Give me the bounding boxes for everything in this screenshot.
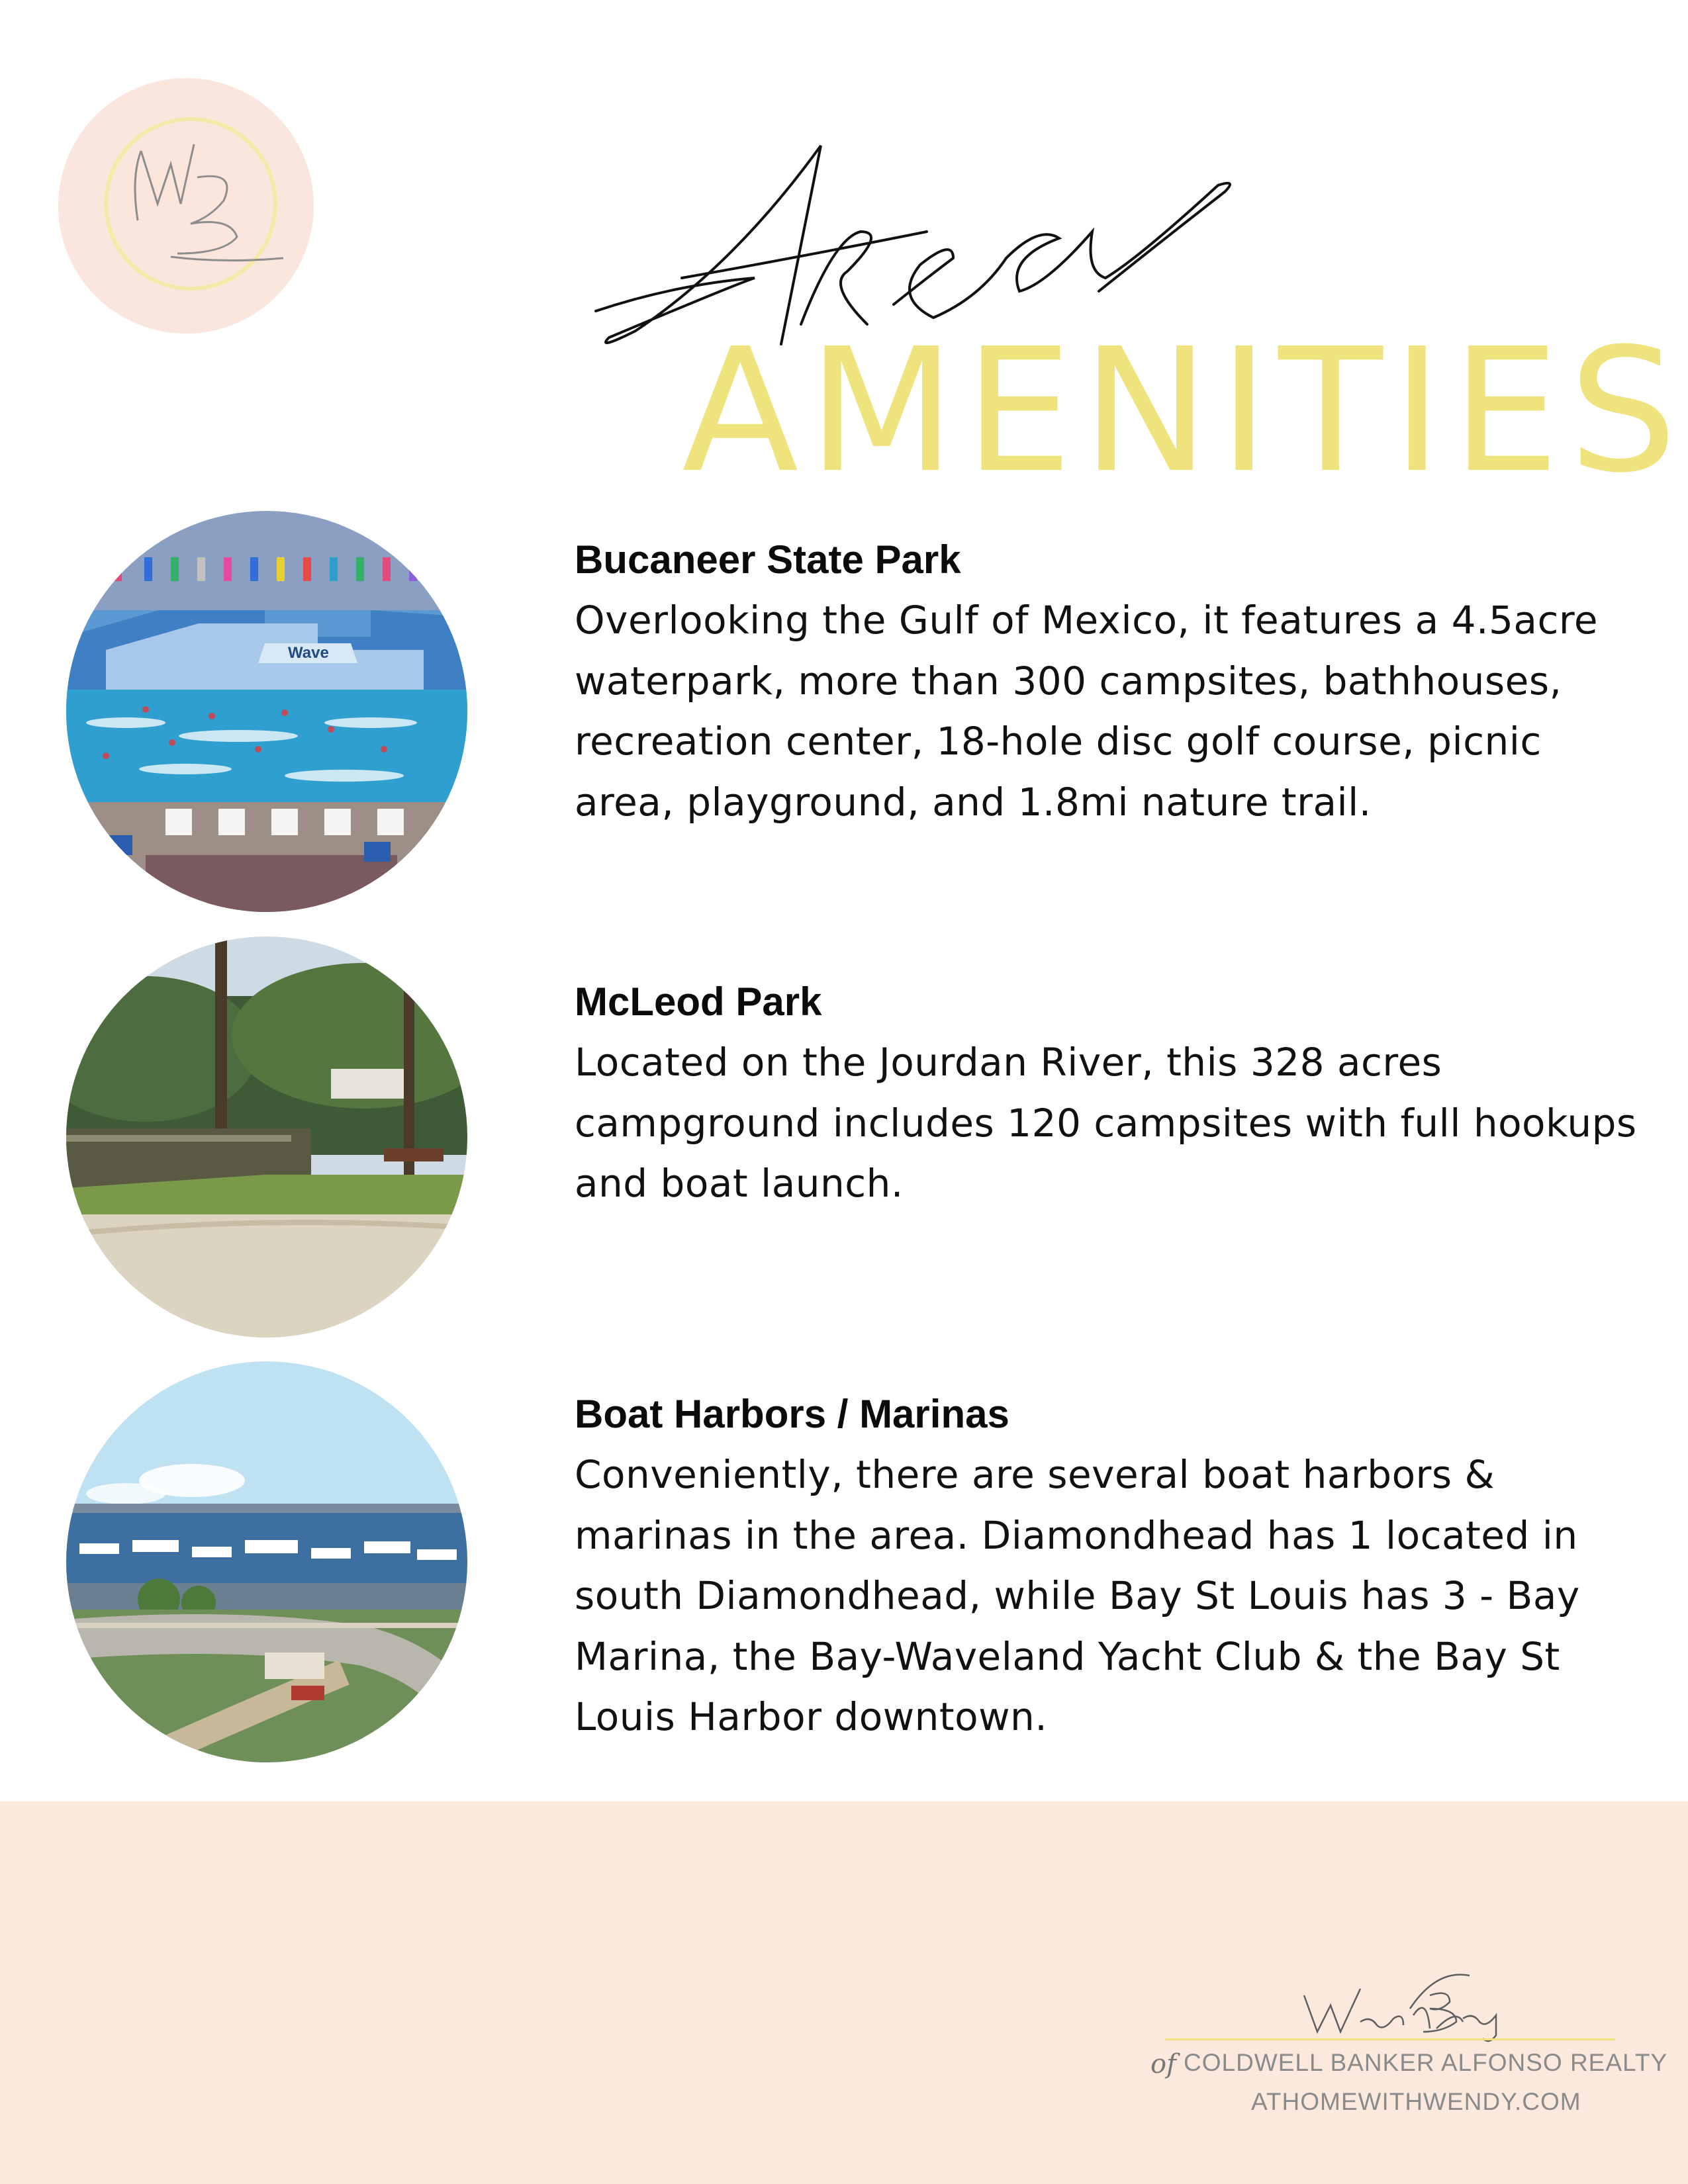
amenity-description: Located on the Jourdan River, this 328 acres campground includes 120 campsites with full hookups and boat launch.	[575, 1040, 1637, 1206]
signature-of: of	[1150, 2049, 1176, 2079]
photo-mcleod-park	[66, 936, 467, 1338]
amenity-title: Bucaneer State Park	[575, 537, 961, 582]
photo-marina	[66, 1361, 467, 1762]
photo-sign-text: Wave	[288, 644, 329, 662]
amenity-boat-harbors	[575, 1384, 1640, 1748]
brokerage-name: COLDWELL BANKER ALFONSO REALTY	[1184, 2049, 1668, 2076]
logo	[58, 78, 314, 334]
signature	[1297, 1969, 1516, 2048]
amenity-description: Conveniently, there are several boat harbors & marinas in the area. Diamondhead has 1 located in south Diamondhead, while Bay St Louis has 3 - Bay Marina, the Bay-Waveland Yacht Club & the Bay St Louis Harbor downtown.	[575, 1452, 1580, 1739]
amenity-description: Overlooking the Gulf of Mexico, it features a 4.5acre waterpark, more than 300 campsites, bathhouses, recreation center, 18-hole disc golf course, picnic area, playground, and 1.8mi nature trail.	[575, 598, 1599, 825]
website-link[interactable]: ATHOMEWITHWENDY.COM	[1251, 2088, 1581, 2115]
amenity-bucaneer	[575, 529, 1640, 833]
amenity-title: McLeod Park	[575, 979, 822, 1024]
signature-underline	[1165, 2038, 1615, 2040]
amenity-mcleod	[575, 972, 1640, 1214]
monogram-logo	[58, 78, 314, 334]
amenity-title: Boat Harbors / Marinas	[575, 1392, 1009, 1436]
page-title: AMENITIES	[682, 312, 1687, 510]
photo-waterpark	[66, 511, 467, 912]
